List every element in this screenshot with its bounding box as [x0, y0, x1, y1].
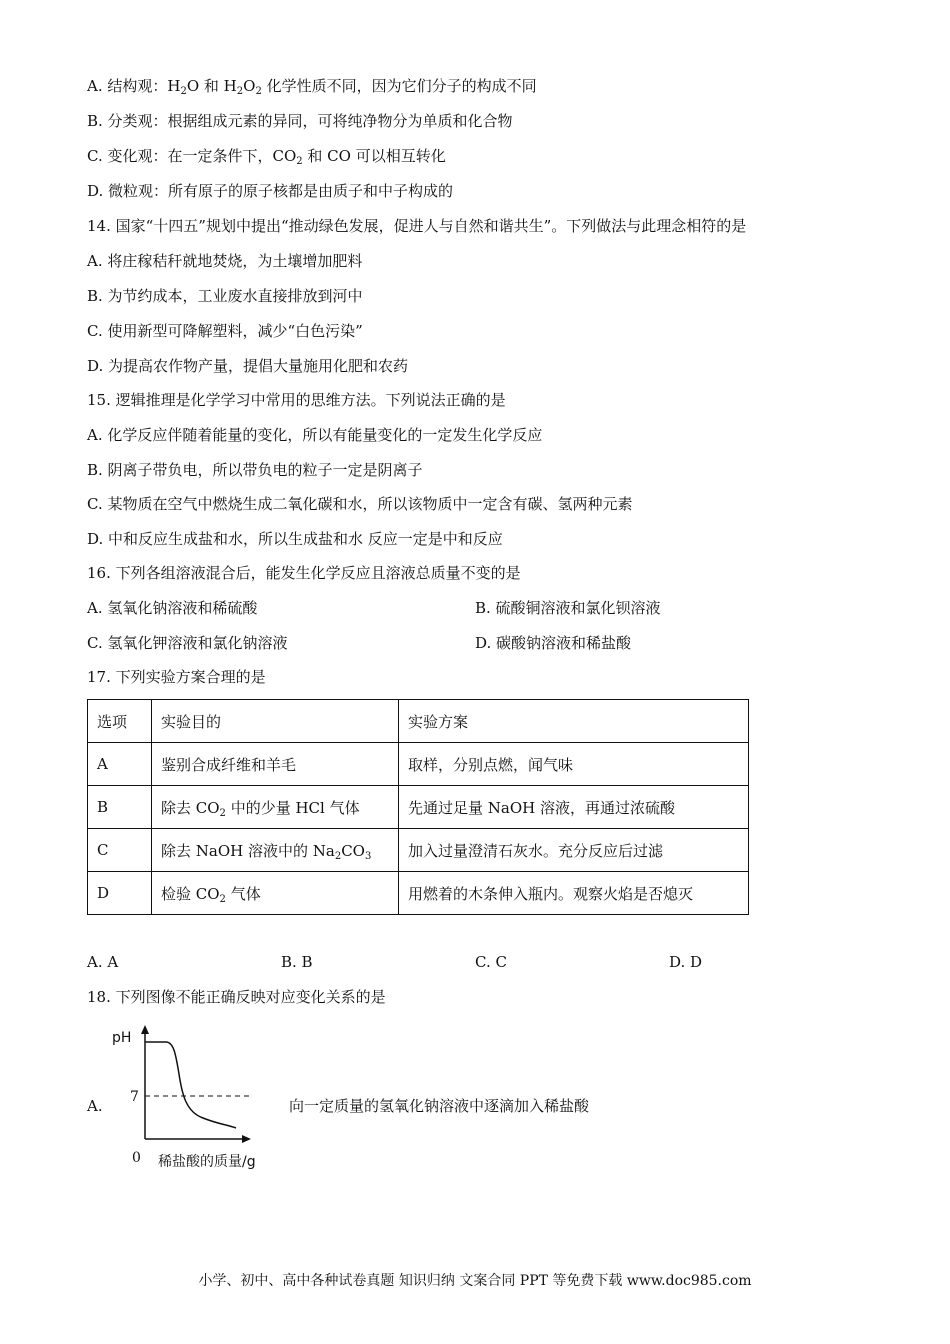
q16-option-d: D. 碳酸钠溶液和稀盐酸: [475, 634, 632, 652]
q14-option-a: A. 将庄稼秸秆就地焚烧，为土壤增加肥料: [87, 252, 363, 270]
q17-answer-c: C. C: [475, 953, 507, 971]
table-cell-plan: 用燃着的木条伸入瓶内。观察火焰是否熄灭: [399, 872, 749, 915]
table-cell-option: A: [88, 743, 152, 786]
q17-answer-b: B. B: [281, 953, 313, 971]
x-axis-label: 稀盐酸的质量/g: [158, 1154, 256, 1170]
q15-option-a: A. 化学反应伴随着能量的变化，所以有能量变化的一定发生化学反应: [87, 426, 543, 444]
origin-label: 0: [132, 1150, 141, 1166]
y-axis-arrow: [141, 1025, 149, 1034]
table-cell-plan: 取样，分别点燃，闻气味: [399, 743, 749, 786]
table-header-row: [88, 700, 749, 743]
table-cell-goal: 鉴别合成纤维和羊毛: [152, 743, 399, 786]
x-axis-arrow: [242, 1135, 251, 1143]
q13-option-d: D. 微粒观：所有原子的原子核都是由质子和中子构成的: [87, 182, 454, 200]
table-cell-plan: 先通过足量 NaOH 溶液，再通过浓硫酸: [399, 786, 749, 829]
page-footer: 小学、初中、高中各种试卷真题 知识归纳 文案合同 PPT 等免费下载 www.doc985.com: [198, 1273, 752, 1289]
q17-stem: 17. 下列实验方案合理的是: [87, 668, 266, 686]
ph-graph: [108, 1024, 283, 1174]
q15-option-c: C. 某物质在空气中燃烧生成二氧化碳和水，所以该物质中一定含有碳、氢两种元素: [87, 495, 633, 513]
table-row: [88, 872, 749, 915]
table-cell-option: B: [88, 786, 152, 829]
table-header-cell: 选项: [88, 700, 152, 743]
q14-option-b: B. 为节约成本，工业废水直接排放到河中: [87, 287, 363, 305]
table-cell-goal: 除去 NaOH 溶液中的 $Na_2CO_3$: [152, 829, 399, 872]
table-cell-option: D: [88, 872, 152, 915]
y-tick-7: 7: [130, 1089, 139, 1105]
q18-option-a-label: A.: [87, 1097, 103, 1115]
q18-stem: 18. 下列图像不能正确反映对应变化关系的是: [87, 988, 386, 1006]
q17-experiment-table: [87, 699, 749, 915]
q16-option-c: C. 氢氧化钾溶液和氯化钠溶液: [87, 634, 288, 652]
q16-option-a: A. 氢氧化钠溶液和稀硫酸: [87, 599, 258, 617]
q15-option-b: B. 阴离子带负电，所以带负电的粒子一定是阴离子: [87, 461, 423, 479]
table-row: [88, 743, 749, 786]
table-cell-option: C: [88, 829, 152, 872]
table-row: [88, 829, 749, 872]
q17-answer-d: D. D: [669, 953, 703, 971]
table-cell-goal: 除去 $CO_2$ 中的少量 HCl 气体: [152, 786, 399, 829]
q16-stem: 16. 下列各组溶液混合后，能发生化学反应且溶液总质量不变的是: [87, 564, 521, 582]
q14-option-d: D. 为提高农作物产量，提倡大量施用化肥和农药: [87, 357, 409, 375]
q16-option-b: B. 硫酸铜溶液和氯化钡溶液: [475, 599, 661, 617]
q13-option-b: B. 分类观：根据组成元素的异同，可将纯净物分为单质和化合物: [87, 112, 513, 130]
q17-answer-a: A. A: [87, 953, 119, 971]
ph-curve: [145, 1042, 236, 1128]
table-header-cell: 实验方案: [399, 700, 749, 743]
table-cell-plan: 加入过量澄清石灰水。充分反应后过滤: [399, 829, 749, 872]
table-row: [88, 786, 749, 829]
table-cell-goal: 检验 $CO_2$ 气体: [152, 872, 399, 915]
q18-option-a-text: 向一定质量的氢氧化钠溶液中逐滴加入稀盐酸: [289, 1097, 590, 1115]
q15-stem: 15. 逻辑推理是化学学习中常用的思维方法。下列说法正确的是: [87, 391, 506, 409]
q14-stem: 14. 国家“十四五”规划中提出“推动绿色发展，促进人与自然和谐共生”。下列做法与此理念相符的是: [87, 217, 747, 235]
q15-option-d: D. 中和反应生成盐和水，所以生成盐和水 反应一定是中和反应: [87, 530, 503, 548]
q13-option-c: C. 变化观：在一定条件下，$CO_2$ 和 CO 可以相互转化: [87, 147, 446, 167]
table-header-cell: 实验目的: [152, 700, 399, 743]
q14-option-c: C. 使用新型可降解塑料，减少“白色污染”: [87, 322, 363, 340]
q13-option-a: A. 结构观：$H_2O$ 和 $H_2O_2$ 化学性质不同，因为它们分子的构成不同: [87, 77, 537, 97]
y-axis-label: pH: [112, 1030, 132, 1046]
